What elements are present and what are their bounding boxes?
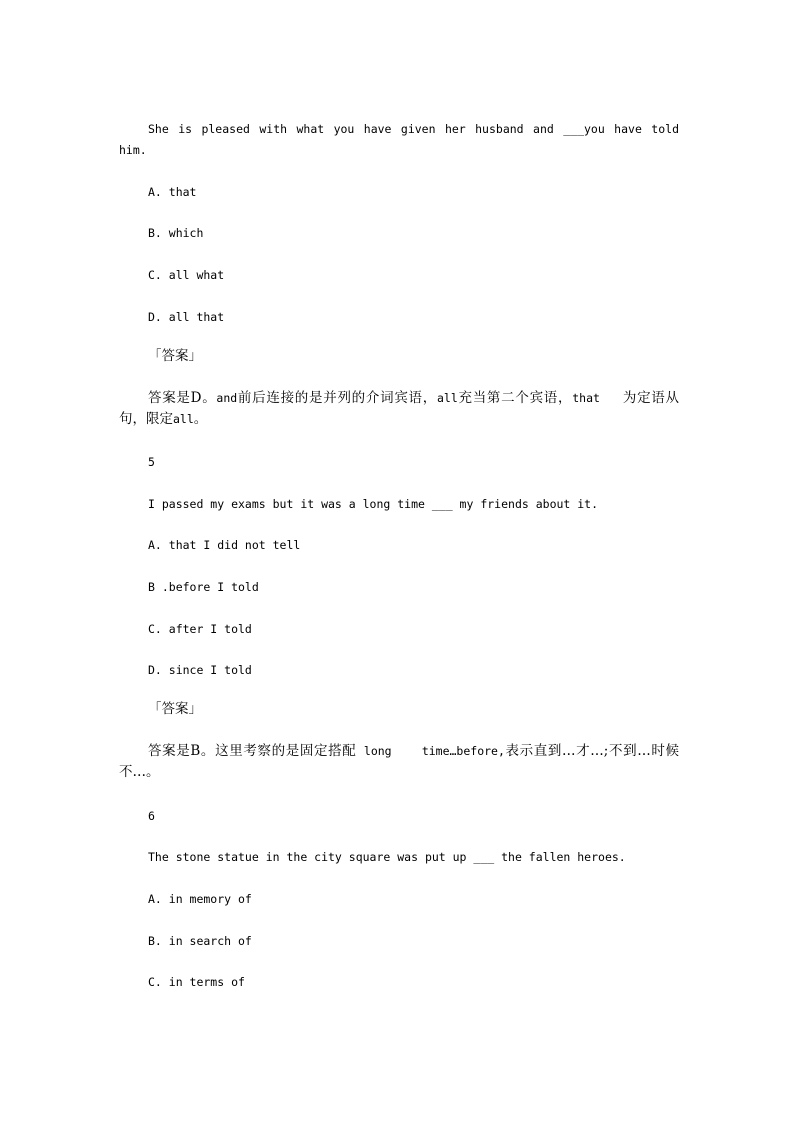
question-4-option-b: B. which <box>148 226 204 240</box>
question-4-option-c: C. all what <box>148 268 225 282</box>
question-5-option-d: D. since I told <box>148 663 252 677</box>
explanation-text: 表示直到…才…;不到…时候不…。 <box>119 743 679 780</box>
explanation-text: 。 <box>193 411 208 427</box>
question-6-text: The stone statue in the city square was put up ___ the fallen heroes. <box>148 850 626 864</box>
explanation-term: all <box>173 412 194 426</box>
question-4-option-d: D. all that <box>148 310 225 324</box>
question-5-option-a: A. that I did not tell <box>148 538 301 552</box>
question-4-explanation <box>119 388 679 430</box>
explanation-term: and <box>216 391 238 405</box>
question-6-option-b: B. in search of <box>148 934 252 948</box>
explanation-text: 充当第二个宾语， <box>457 390 573 406</box>
explanation-term: long time…before, <box>356 744 505 758</box>
question-5-option-b: B .before I told <box>148 580 259 594</box>
question-5-number: 5 <box>148 455 155 469</box>
question-4-answer-label: 「答案」 <box>148 348 202 364</box>
question-6-number: 6 <box>148 809 155 823</box>
question-4-option-a: A. that <box>148 185 197 199</box>
explanation-text: 答案是B。这里考察的是固定搭配 <box>148 743 357 759</box>
question-5-explanation <box>119 741 679 783</box>
explanation-term: that <box>572 391 623 405</box>
question-6-option-a: A. in memory of <box>148 892 252 906</box>
question-5-answer-label: 「答案」 <box>148 701 202 717</box>
explanation-text: 答案是D。 <box>148 390 217 406</box>
question-5-text: I passed my exams but it was a long time ___ my friends about it. <box>148 497 599 511</box>
explanation-text: 为定语从句，限定 <box>119 390 680 427</box>
question-5-option-c: C. after I told <box>148 622 252 636</box>
explanation-text: 前后连接的是并列的介词宾语， <box>237 390 437 406</box>
question-4-text: She is pleased with what you have given her husband and ___you have told him. <box>119 122 686 157</box>
question-6-option-c: C. in terms of <box>148 975 245 989</box>
explanation-term: all <box>436 391 458 405</box>
